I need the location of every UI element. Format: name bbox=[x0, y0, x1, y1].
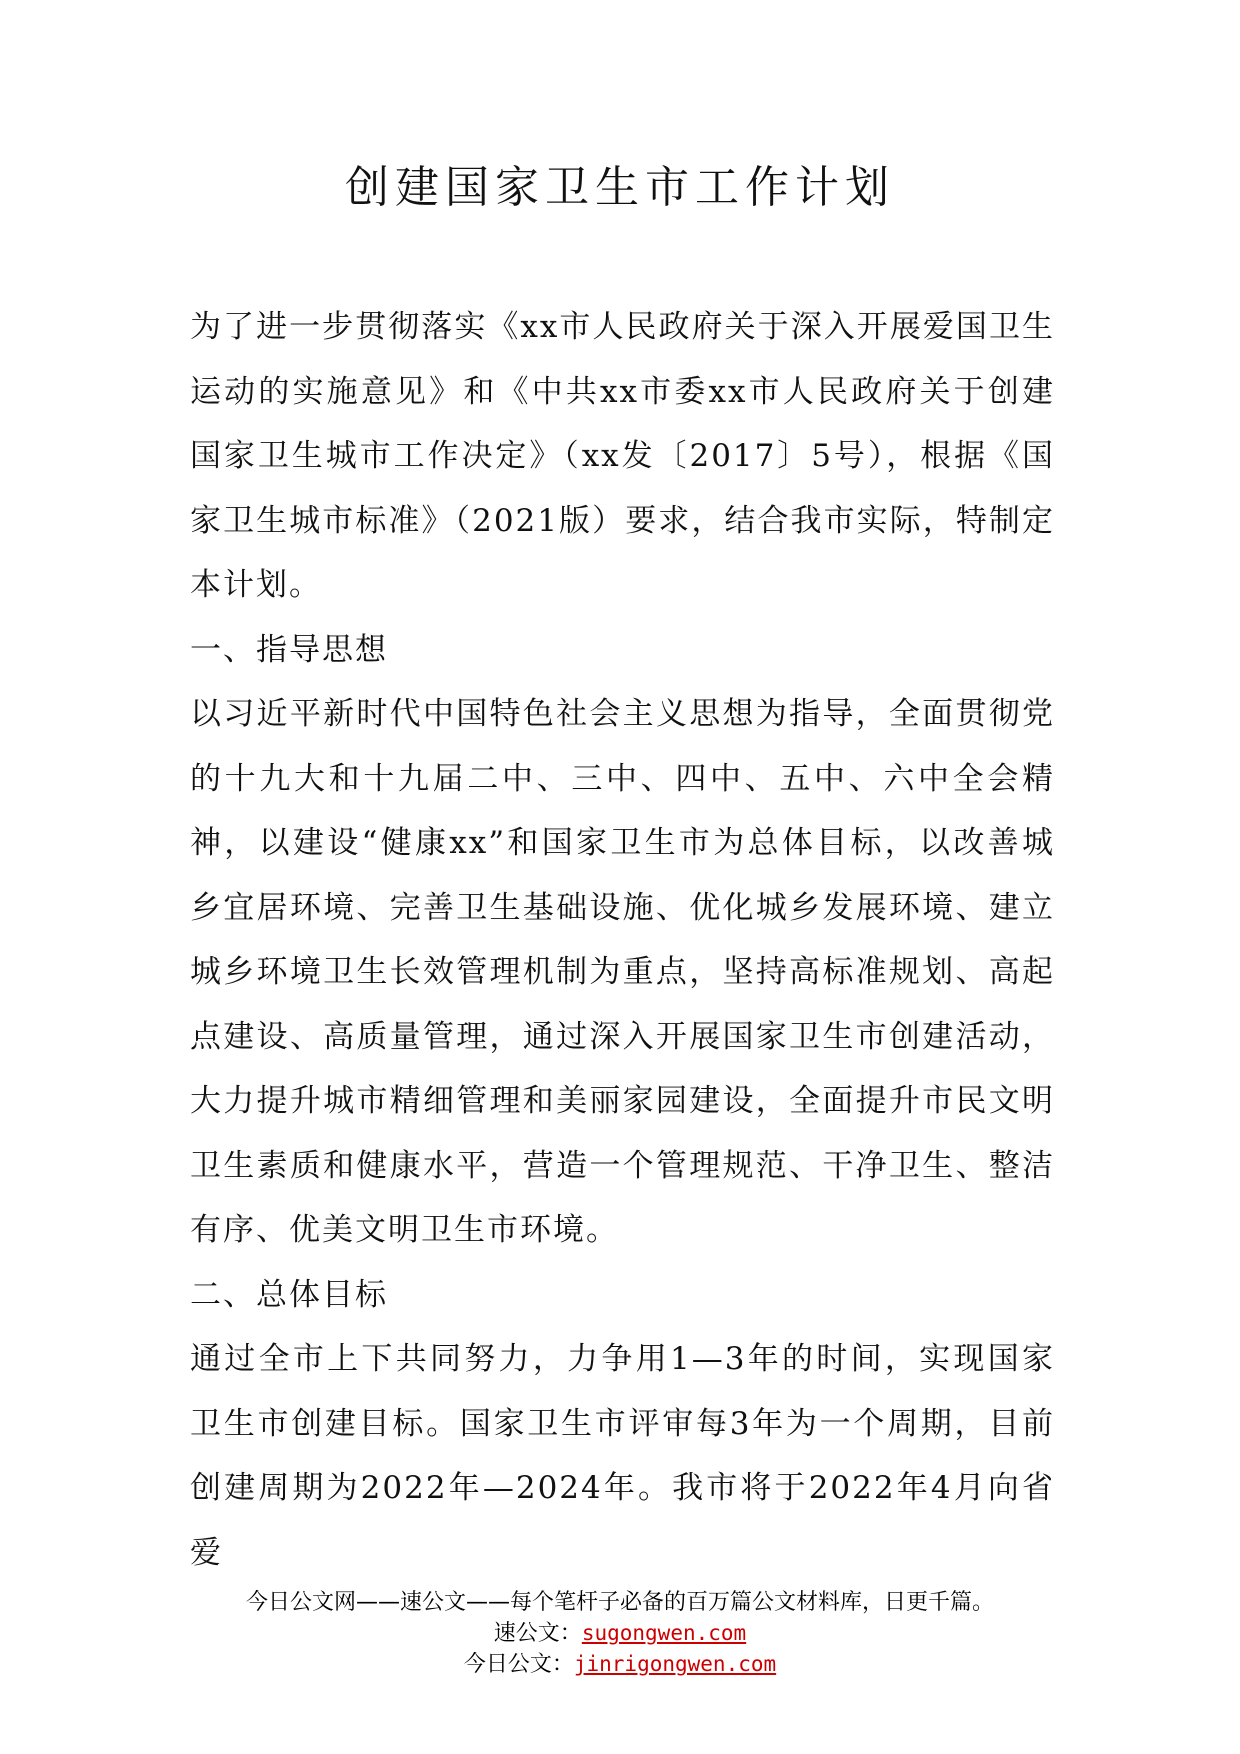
jinrigongwen-link[interactable]: jinrigongwen.com bbox=[573, 1652, 777, 1676]
sugongwen-link[interactable]: sugongwen.com bbox=[581, 1621, 747, 1645]
footer-link-line-1 bbox=[0, 1618, 1240, 1649]
footer-link-line-2 bbox=[0, 1649, 1240, 1680]
footer-slogan: 今日公文网——速公文——每个笔杆子必备的百万篇公文材料库，日更千篇。 bbox=[245, 1590, 994, 1615]
document-title: 创建国家卫生市工作计划 bbox=[345, 162, 895, 213]
page-footer bbox=[0, 1587, 1240, 1680]
footer-link1-label: 速公文： bbox=[493, 1621, 582, 1646]
section-heading-guiding-ideology: 一、指导思想 bbox=[190, 631, 388, 668]
paragraph-overall-goal: 通过全市上下共同努力，力争用1—3年的时间，实现国家卫生市创建目标。国家卫生市评审每3年为一个周期，目前创建周期为2022年—2024年。我市将于2022年4月向省爱 bbox=[190, 1341, 1055, 1571]
paragraph-guiding-ideology: 以习近平新时代中国特色社会主义思想为指导，全面贯彻党的十九大和十九届二中、三中、四中、五中、六中全会精神，以建设“健康xx”和国家卫生市为总体目标，以改善城乡宜居环境、完善卫生基础设施、优化城乡发展环境、建立城乡环境卫生长效管理机制为重点，坚持高标准规划、高起点建设、高质量管理，通过深入开展国家卫生市创建活动，大力提升城市精细管理和美丽家园建设，全面提升市民文明卫生素质和健康水平，营造一个管理规范、干净卫生、整洁有序、优美文明卫生市环境。 bbox=[190, 696, 1055, 1248]
footer-link2-label: 今日公文： bbox=[463, 1652, 574, 1677]
paragraph-intro: 为了进一步贯彻落实《xx市人民政府关于深入开展爱国卫生运动的实施意见》和《中共xx市委xx市人民政府关于创建国家卫生城市工作决定》（xx发〔2017〕5号），根据《国家卫生城市标准》（2021版）要求，结合我市实际，特制定本计划。 bbox=[190, 309, 1055, 603]
section-heading-overall-goal: 二、总体目标 bbox=[190, 1276, 388, 1313]
document-body bbox=[190, 295, 1055, 1585]
